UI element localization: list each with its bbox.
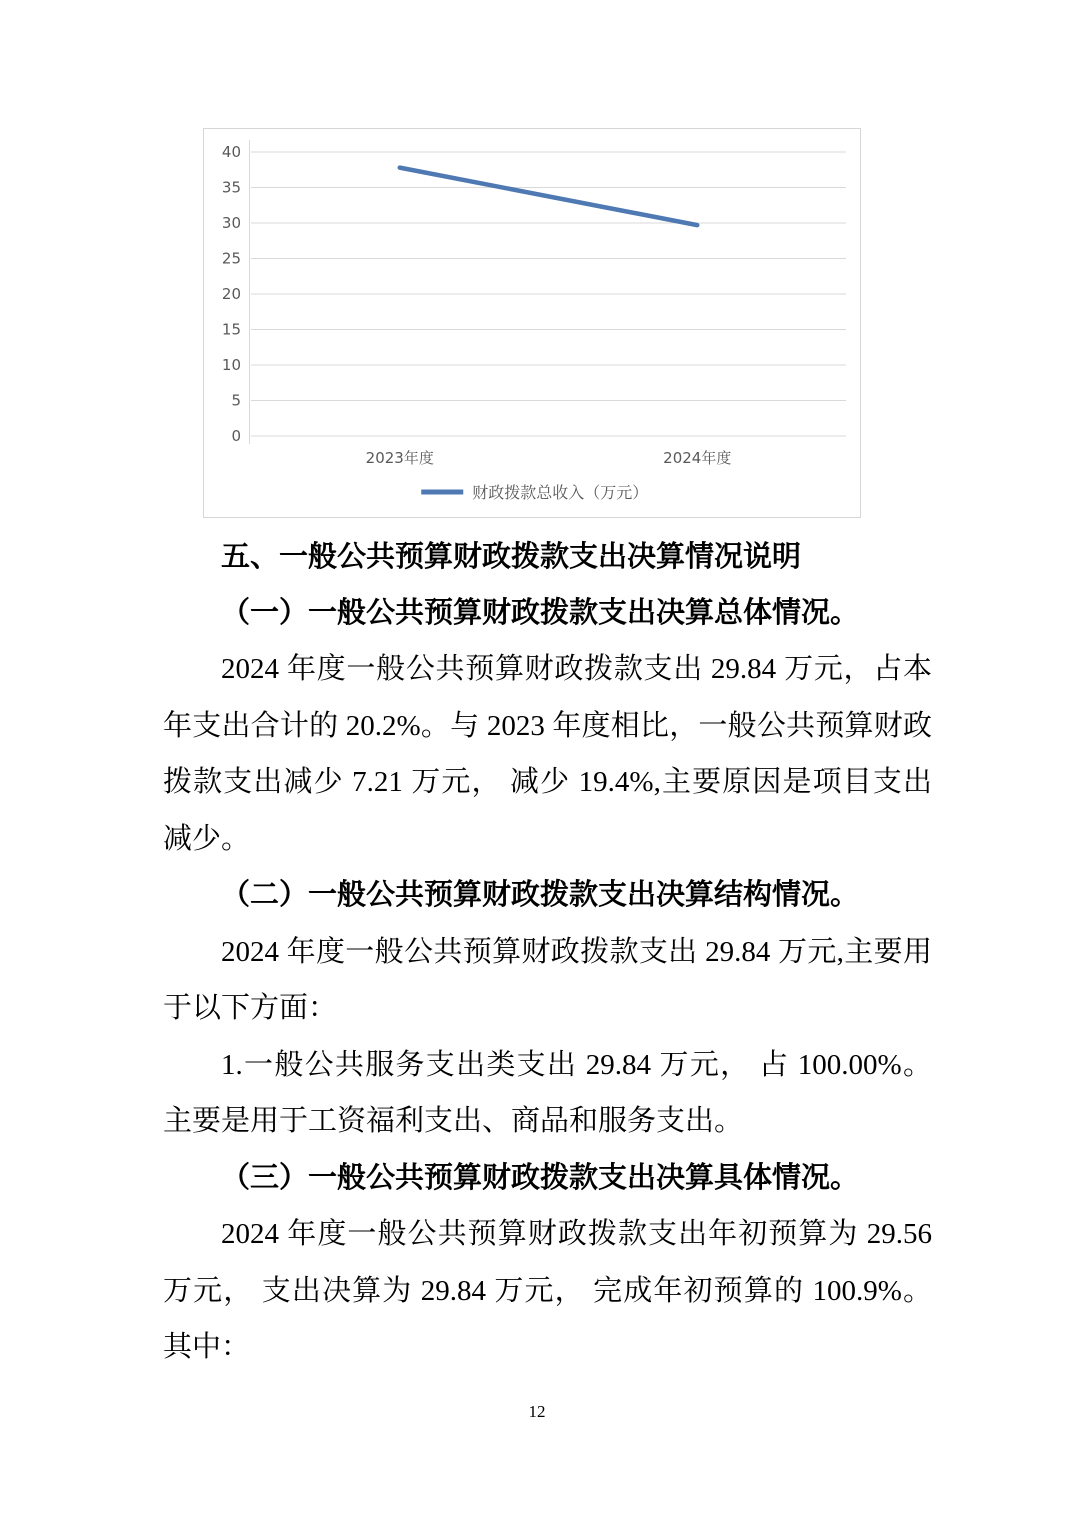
- x-category-label: 2024年度: [663, 449, 732, 467]
- y-tick-label: 30: [221, 214, 241, 232]
- y-tick-label: 15: [221, 320, 241, 339]
- page-number: 12: [528, 1402, 546, 1421]
- subsection-3-heading: （三）一般公共预算财政拨款支出决算具体情况。: [221, 1161, 860, 1194]
- legend-label: 财政拨款总收入（万元）: [472, 483, 649, 502]
- x-category-label: 2023年度: [365, 449, 434, 467]
- y-tick-label: 40: [221, 143, 241, 161]
- y-tick-label: 20: [221, 285, 241, 303]
- subsection-1-heading: （一）一般公共预算财政拨款支出决算总体情况。: [221, 596, 860, 629]
- funding-income-line-chart: [203, 128, 861, 518]
- line-chart-canvas: [204, 129, 860, 517]
- y-tick-label: 5: [231, 391, 241, 410]
- y-tick-label: 35: [221, 178, 241, 197]
- document-body: [163, 528, 932, 1376]
- y-tick-label: 10: [221, 356, 241, 374]
- paragraph-1: 2024 年度一般公共预算财政拨款支出 29.84 万元，占本年支出合计的 20.2%。与 2023 年度相比，一般公共预算财政拨款支出减少 7.21 万元， 减少 19.4%,主要原因是项目支出减少。: [163, 653, 932, 855]
- series-line: [400, 168, 698, 226]
- y-tick-label: 25: [221, 249, 241, 268]
- section-heading: 五、一般公共预算财政拨款支出决算情况说明: [221, 539, 802, 573]
- paragraph-4: 2024 年度一般公共预算财政拨款支出年初预算为 29.56 万元， 支出决算为 29.84 万元， 完成年初预算的 100.9%。其中：: [163, 1218, 932, 1363]
- paragraph-2: 2024 年度一般公共预算财政拨款支出 29.84 万元,主要用于以下方面：: [163, 935, 932, 1024]
- y-tick-label: 0: [231, 427, 241, 445]
- paragraph-3: 1.一般公共服务支出类支出 29.84 万元， 占 100.00%。主要是用于工资福利支出、商品和服务支出。: [163, 1048, 932, 1137]
- subsection-2-heading: （二）一般公共预算财政拨款支出决算结构情况。: [221, 879, 860, 911]
